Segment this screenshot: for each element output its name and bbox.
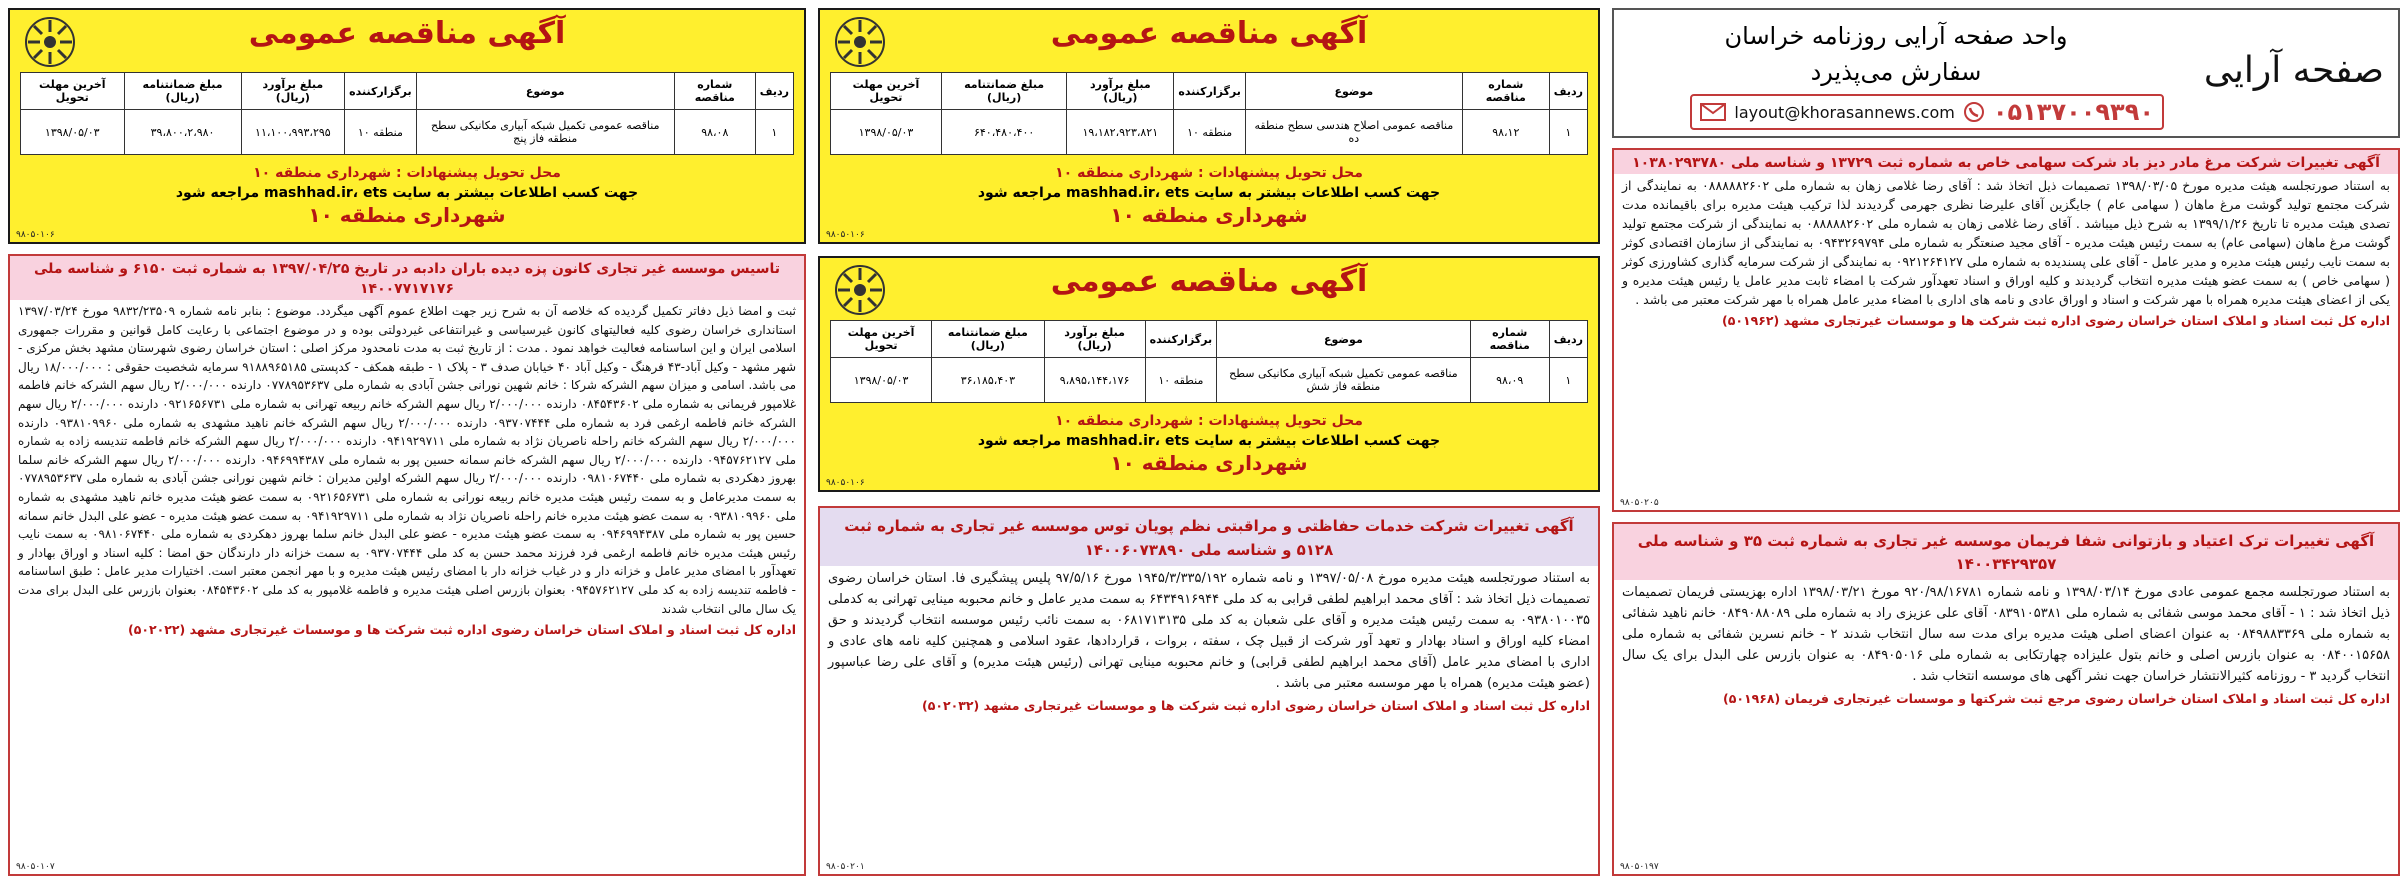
ad-code: ۹۸۰۵۰۲۰۵ [1620, 498, 1659, 508]
notice-nazm [818, 506, 1600, 876]
cell-row: ۱ [755, 110, 793, 155]
tender-ad-left [8, 8, 806, 244]
cell-estimate: ۱۱،۱۰۰،۹۹۳،۲۹۵ [241, 110, 345, 155]
col-organizer-header: برگزارکننده [1174, 73, 1246, 110]
col-estimate-header: مبلغ برآورد (ریال) [1067, 73, 1174, 110]
tender-ad-mid-1 [818, 8, 1600, 244]
tender-owner: شهرداری منطقه ۱۰ [308, 203, 506, 227]
notice-title: آگهی تغییرات ترک اعتیاد و بازتوانی شفا فریمان موسسه غیر تجاری به شماره ثبت ۳۵ و شناسه ملی ۱۴۰۰۳۴۲۹۳۵۷ [1614, 524, 2398, 580]
table-row [831, 110, 1588, 155]
ad-code: ۹۸۰۵۰۱۰۶ [826, 230, 865, 240]
cell-estimate: ۹،۸۹۵،۱۴۴،۱۷۶ [1044, 358, 1145, 403]
cell-subject: مناقصه عمومی اصلاح هندسی سطح منطقه ده [1245, 110, 1462, 155]
cell-organizer: منطقه ۱۰ [1174, 110, 1246, 155]
notice-footer: اداره کل ثبت اسناد و املاک استان خراسان رضوی مرجع ثبت شرکتها و موسسات غیرتجاری فریمان (۵۰۱۹۶۸) [1722, 691, 2390, 706]
notice-morgh [1612, 148, 2400, 512]
notice-title: آگهی تغییرات شرکت مرغ مادر دیز باد شرکت سهامی خاص به شماره ثبت ۱۳۷۲۹ و شناسه ملی ۱۰۳۸۰۲۹۳۷۸۰ [1614, 150, 2398, 174]
notice-footer: اداره کل ثبت اسناد و املاک استان خراسان رضوی اداره ثبت شرکت ها و موسسات غیرتجاری مشهد (۵۰۱۹۶۲) [1722, 313, 2390, 328]
notice-body: به استناد صورتجلسه هیئت مدیره مورخ ۱۳۹۸/۰۳/۰۵ تصمیمات ذیل اتخاذ شد : آقای رضا غلامی زهان به شماره ملی ۰۸۸۸۸۸۲۶۰۲ به نمایندگی از شرکت مجتمع تولید گوشت مرغ ماهان ( سهامی عام ) جایگزین آقای علیرضا نظری جهرمی گردیدند لذا ترکیب هیئت مدیره برای باقیمانده مدت تصدی هیئت مدیره تا تاریخ ۱۳۹۹/۱/۲۶ به شرح ذیل میباشد . آقای رضا غلامی زهان به شماره ملی ۰۸۸۸۸۸۲۶۰۲ به نمایندگی از شرکت مجتمع تولید گوشت مرغ ماهان (سهامی عام) به سمت رئیس هیئت مدیره - آقای مجید صنعتگر به شماره ملی ۰۹۴۳۲۶۹۷۹۴ به نمایندگی از سازمان اقتصادی کوثر به سمت نایب رئیس هیئت مدیره و مدیر عامل - آقای علی پسندیده به شماره ملی ۰۹۲۱۲۶۴۱۲۷ به نمایندگی از شرکت سرمایه گذاری کشاورزی کوثر ( سهامی خاص ) به سمت عضو هیئت مدیره انتخاب گردیدند و کلیه اوراق و اسناد تعهدآور شرکت با امضاء ثابت مدیر عامل یا رئیس هیئت مدیره و یکی از اعضای هیئت مدیره همراه با مهر شرکت و اسناد و اوراق عادی و نامه های اداری با امضاء مدیر عامل همراه با مهر شرکت معتبر می باشد . [1622, 178, 2391, 307]
brand-title: صفحه آرایی [2203, 50, 2384, 91]
notice-body: به استناد صورتجلسه مجمع عمومی عادی مورخ ۱۳۹۸/۰۳/۱۴ و نامه شماره ۹۲۰/۹۸/۱۶۷۸۱ مورخ ۱۳۹۸/۰۳/۲۱ اداره بهزیستی فریمان تصمیمات ذیل اتخاذ شد : ۱ - آقای محمد موسی شفائی به شماره ملی ۰۸۳۹۱۰۵۳۸۱ آقای علی عزیزی راد به شماره ملی ۰۸۴۹۰۸۸۰۸۹ خانم ناهید شفائی به شماره ملی ۰۸۴۹۸۸۳۳۶۹ به عنوان اعضای اصلی هیئت مدیره برای مدت سه سال انتخاب شدند ۲ - خانم نسرین شفائی به شماره ملی ۰۸۴۰۰۱۵۶۵۸ به عنوان بازرس اصلی و خانم بتول علیزاده چهارتکابی به شماره ملی ۰۸۴۹۰۵۰۱۶ به عنوان بازرس علی البدل برای یک سال انتخاب گردید ۳ - روزنامه کثیرالانتشار خراسان جهت نشر آگهی های موسسه انتخاب شد . [1622, 585, 2391, 684]
tender-owner: شهرداری منطقه ۱۰ [1110, 203, 1308, 227]
ad-code: ۹۸۰۵۰۱۰۶ [826, 478, 865, 488]
cell-row: ۱ [1549, 110, 1587, 155]
col-number-header: شماره مناقصه [1462, 73, 1549, 110]
cell-number: ۹۸،۰۹ [1470, 358, 1549, 403]
col-subject-header: موضوع [1217, 321, 1470, 358]
col-guarantee-header: مبلغ ضمانتنامه (ریال) [941, 73, 1066, 110]
notice-body: ثبت و امضا ذیل دفاتر تکمیل گردیده که خلاصه آن به شرح زیر جهت اطلاع عموم آگهی میگردد. موضوع : بنابر نامه شماره ۹۸۳۲/۲۳۵۰۹ مورخ ۱۳۹۷/۰۳/۲۴ استانداری خراسان رضوی کلیه فعالیتهای کانون غیرسیاسی و غیرانتفاعی غیردولتی بوده و در موضوع اجتماعی با رعایت کامل قوانین و مقررات جمهوری اسلامی ایران و این اساسنامه فعالیت خواهد نمود . مدت : از تاریخ ثبت به مدت نامحدود مرکز اصلی : استان خراسان رضوی شهرستان مشهد بخش مرکزی - شهر مشهد - وکیل آباد-۴۳ فرهنگ - وکیل آباد ۴۰ خیابان صدف ۳ - پلاک ۱ - طبقه همکف - کدپستی ۹۱۸۸۹۶۵۱۸۵ سرمایه شخصیت حقوقی : ۱۸/۰۰۰/۰۰۰ ریال می باشد. اسامی و میزان سهم الشرکه شرکا : خانم شهین نورانی جشن آبادی به شماره ملی ۰۷۷۸۹۵۳۶۳۷ دارنده ۲/۰۰۰/۰۰۰ ریال سهم الشرکه خانم فاطمه غلامپور فریمانی به شماره ملی ۰۸۴۵۴۳۶۰۲ دارنده ۲/۰۰۰/۰۰۰ ریال سهم الشرکه خانم ربیعه تهرانی به شماره ملی ۰۹۲۱۶۵۶۷۳۱ دارنده ۲/۰۰۰/۰۰۰ ریال سهم الشرکه خانم فاطمه ارغمی فرد به شماره ملی ۰۹۳۷۰۷۴۴۴ دارنده ۲/۰۰۰/۰۰۰ ریال سهم الشرکه خانم ناهید مشهدی به شماره ملی ۰۹۳۸۱۰۹۹۶۰ دارنده ۲/۰۰۰/۰۰۰ ریال سهم الشرکه خانم راحله ناصریان نژاد به شماره ملی ۰۹۴۱۹۲۹۷۱۱ دارنده ۲/۰۰۰/۰۰۰ ریال سهم الشرکه خانم فاطمه تندیسه زاده به شماره ملی ۰۹۴۵۷۶۲۱۲۷ دارنده ۲/۰۰۰/۰۰۰ ریال سهم الشرکه خانم سمانه حسین پور به شماره ملی ۰۹۴۶۹۹۴۳۸۷ دارنده ۲/۰۰۰/۰۰۰ ریال سهم الشرکه خانم سلما بهروز دهکردی به شماره ملی ۰۹۸۱۰۶۷۴۴۰ دارنده ۲/۰۰۰/۰۰۰ ریال سهم الشرکه اولین مدیران : خانم شهین نورانی جشن آبادی به شماره ملی ۰۷۷۸۹۵۳۶۳۷ به سمت مدیرعامل و به سمت رئیس هیئت مدیره خانم ربیعه نورانی به شماره ملی ۰۹۲۱۶۵۶۷۳۱ به سمت عضو هیئت مدیره خانم ناهید مشهدی به شماره ملی ۰۹۳۸۱۰۹۹۶۰ به سمت عضو هیئت مدیره خانم راحله ناصریان نژاد به شماره ملی ۰۹۴۱۹۲۹۷۱۱ به سمت عضو هیئت مدیره - عضو علی البدل خانم سمانه حسین پور به شماره ملی ۰۹۴۶۹۹۴۳۸۷ به سمت عضو هیئت مدیره - عضو علی البدل خانم سلما بهروز دهکردی به شماره ملی ۰۹۸۱۰۶۷۴۴۰ به سمت نایب رئیس هیئت مدیره خانم فاطمه ارغمی فرد فرزند محمد حسن به کد ملی ۰۹۳۷۰۷۴۴۴ به سمت خزانه دار دارندگان حق امضا : کلیه اسناد و اوراق بهادار و تعهدآور با امضای مدیر عامل و خزانه دار و در غیاب خزانه دار با امضای رئیس هیئت مدیره و با مهر انجمن معتبر است. اختیارات مدیر عامل : طبق اساسنامه - فاطمه تندیسه زاده به کد ملی ۰۹۴۵۷۶۲۱۲۷ بعنوان بازرس اصلی هیئت مدیره و فاطمه غلامپور به کد ملی ۰۸۴۵۴۳۶۰۲ بعنوان بازرس علی البدل برای مدت یک سال مالی انتخاب شدند [18, 304, 797, 616]
phone-icon [1963, 101, 1985, 123]
ad-code: ۹۸۰۵۰۱۰۷ [16, 862, 55, 872]
notice-title: تاسیس موسسه غیر تجاری کانون پزه دیده باران دادبه در تاریخ ۱۳۹۷/۰۴/۲۵ به شماره ثبت ۶۱۵۰ و شناسه ملی ۱۴۰۰۷۷۱۷۱۷۶ [10, 256, 804, 300]
cell-number: ۹۸،۰۸ [674, 110, 755, 155]
col-deadline-header: آخرین مهلت تحویل [21, 73, 125, 110]
cell-guarantee: ۳۹،۸۰۰،۲،۹۸۰ [124, 110, 241, 155]
cell-guarantee: ۳۶،۱۸۵،۴۰۳ [932, 358, 1044, 403]
tender-more-info: جهت کسب اطلاعات بیشتر به سایت mashhad.ir، ets مراجعه شود [977, 433, 1441, 449]
cell-deadline: ۱۳۹۸/۰۵/۰۳ [831, 110, 942, 155]
tender-delivery: محل تحویل پیشنهادات : شهرداری منطقه ۱۰ [1055, 413, 1363, 429]
cell-row: ۱ [1549, 358, 1587, 403]
tender-table [20, 72, 794, 155]
col-row-header: ردیف [755, 73, 793, 110]
cell-deadline: ۱۳۹۸/۰۵/۰۳ [831, 358, 932, 403]
col-guarantee-header: مبلغ ضمانتنامه (ریال) [124, 73, 241, 110]
tender-title: آگهی مناقصه عمومی [248, 16, 566, 51]
notice-shafa [1612, 522, 2400, 876]
col-deadline-header: آخرین مهلت تحویل [831, 73, 942, 110]
table-row [831, 358, 1588, 403]
header-line-1: واحد صفحه آرایی روزنامه خراسان [1724, 22, 2068, 50]
cell-guarantee: ۶۴۰،۴۸۰،۴۰۰ [941, 110, 1066, 155]
cell-deadline: ۱۳۹۸/۰۵/۰۳ [21, 110, 125, 155]
cell-subject: مناقصه عمومی تکمیل شبکه آبیاری مکانیکی سطح منطقه فاز پنج [416, 110, 674, 155]
tender-more-info: جهت کسب اطلاعات بیشتر به سایت mashhad.ir، ets مراجعه شود [175, 185, 639, 201]
tender-more-info: جهت کسب اطلاعات بیشتر به سایت mashhad.ir، ets مراجعه شود [977, 185, 1441, 201]
tender-title: آگهی مناقصه عمومی [1050, 264, 1368, 299]
cell-subject: مناقصه عمومی تکمیل شبکه آبیاری مکانیکی سطح منطقه فاز شش [1217, 358, 1470, 403]
notice-footer: اداره کل ثبت اسناد و املاک استان خراسان رضوی اداره ثبت شرکت ها و موسسات غیرتجاری مشهد (۵۰۲۰۳۲) [922, 698, 1590, 713]
col-guarantee-header: مبلغ ضمانتنامه (ریال) [932, 321, 1044, 358]
notice-title: آگهی تغییرات شرکت خدمات حفاظتی و مراقبتی نظم پویان توس موسسه غیر تجاری به شماره ثبت ۵۱۲۸ و شناسه ملی ۱۴۰۰۶۰۷۳۸۹۰ [820, 508, 1598, 566]
tender-delivery: محل تحویل پیشنهادات : شهرداری منطقه ۱۰ [1055, 165, 1363, 181]
contact-phone: ۰۵۱۳۷۰۰۹۳۹۰ [1992, 98, 2154, 126]
notice-body: به استناد صورتجلسه هیئت مدیره مورخ ۱۳۹۷/۰۵/۰۸ و نامه شماره ۱۹۴۵/۳/۳۳۵/۱۹۲ مورخ ۹۷/۵/۱۶ پلیس پیشگیری فا. استان خراسان رضوی تصمیمات ذیل اتخاذ شد : آقای محمد ابراهیم لطفی قرابی به کد ملی ۶۴۳۴۹۱۶۹۴۴ به سمت مدیر عامل و خانم محبوبه مینایی تهرانی به کدملی ۰۹۳۸۰۱۰۰۳۵ به سمت رئیس هیئت مدیره و آقای علی شعبان به کد ملی ۰۶۸۱۷۱۳۱۳۵ به سمت نائب رئیس موسسه انتخاب گردیدند و حق امضاء کلیه اوراق و اسناد بهادار و تعهد آور شرکت از قبیل چک ، سفته ، بروات ، قراردادها، عقود اسلامی و همچنین کلیه نامه های عادی و اداری با امضای مدیر عامل (آقای محمد ابراهیم لطفی قرابی) و خانم محبوبه مینایی تهرانی (رئیس هیئت مدیره) و آقای علی رضا عباسپور (عضو هیئت مدیره) همراه با مهر موسسه معتبر می باشد . [828, 571, 1590, 691]
mail-icon [1700, 103, 1726, 121]
tender-owner: شهرداری منطقه ۱۰ [1110, 451, 1308, 475]
notice-tasis [8, 254, 806, 876]
cell-organizer: منطقه ۱۰ [345, 110, 417, 155]
col-estimate-header: مبلغ برآورد (ریال) [241, 73, 345, 110]
col-row-header: ردیف [1549, 321, 1587, 358]
layout-service-ad [1612, 8, 2400, 138]
col-estimate-header: مبلغ برآورد (ریال) [1044, 321, 1145, 358]
col-organizer-header: برگزارکننده [345, 73, 417, 110]
contact-email: layout@khorasannews.com [1734, 102, 1955, 122]
ad-code: ۹۸۰۵۰۱۹۷ [1620, 862, 1659, 872]
col-subject-header: موضوع [416, 73, 674, 110]
tender-table [830, 72, 1588, 155]
col-number-header: شماره مناقصه [1470, 321, 1549, 358]
cell-estimate: ۱۹،۱۸۲،۹۲۳،۸۲۱ [1067, 110, 1174, 155]
table-row [21, 110, 794, 155]
ad-code: ۹۸۰۵۰۱۰۶ [16, 230, 55, 240]
tender-title: آگهی مناقصه عمومی [1050, 16, 1368, 51]
tender-ad-mid-2 [818, 256, 1600, 492]
left-column [8, 8, 806, 872]
col-deadline-header: آخرین مهلت تحویل [831, 321, 932, 358]
contact-box [1690, 94, 2164, 130]
col-number-header: شماره مناقصه [674, 73, 755, 110]
cell-number: ۹۸،۱۲ [1462, 110, 1549, 155]
tender-delivery: محل تحویل پیشنهادات : شهرداری منطقه ۱۰ [253, 165, 561, 181]
middle-column [818, 8, 1600, 872]
col-subject-header: موضوع [1245, 73, 1462, 110]
header-line-2: سفارش می‌پذیرد [1810, 58, 1982, 86]
cell-organizer: منطقه ۱۰ [1145, 358, 1217, 403]
col-row-header: ردیف [1549, 73, 1587, 110]
col-organizer-header: برگزارکننده [1145, 321, 1217, 358]
notice-footer: اداره کل ثبت اسناد و املاک استان خراسان رضوی اداره ثبت شرکت ها و موسسات غیرتجاری مشهد (۵۰۲۰۲۲) [128, 622, 796, 638]
ad-code: ۹۸۰۵۰۲۰۱ [826, 862, 865, 872]
tender-table [830, 320, 1588, 403]
